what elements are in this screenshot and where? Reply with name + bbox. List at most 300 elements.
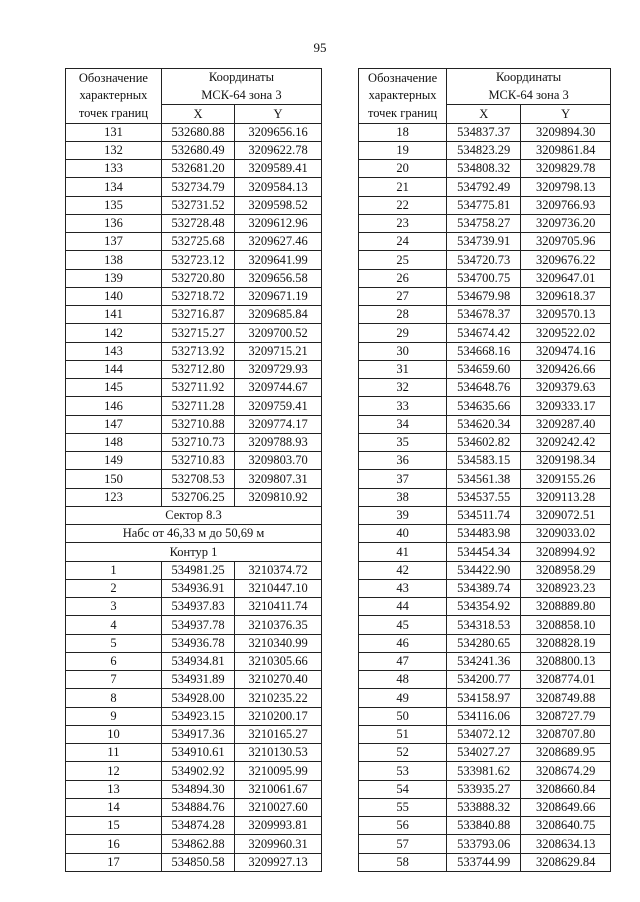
y-coordinate: 3209242.42 [521, 433, 611, 451]
designation-line-1: Обозначение [368, 70, 438, 85]
y-coordinate: 3209656.58 [235, 269, 322, 287]
x-coordinate: 534072.12 [447, 725, 521, 743]
point-number: 29 [359, 324, 447, 342]
x-coordinate: 534602.82 [447, 433, 521, 451]
y-coordinate: 3209810.92 [235, 488, 322, 506]
table-row [359, 233, 611, 251]
left-table-body [66, 69, 322, 872]
point-number: 3 [66, 598, 162, 616]
x-coordinate: 534758.27 [447, 214, 521, 232]
x-coordinate: 533744.99 [447, 853, 521, 871]
table-row [66, 269, 322, 287]
x-coordinate: 534936.91 [161, 579, 234, 597]
sector-title: Сектор 8.3 [66, 506, 322, 524]
table-row [359, 671, 611, 689]
table-row [359, 488, 611, 506]
coordinates-line-1: Координаты [208, 70, 275, 84]
y-coordinate: 3210165.27 [235, 725, 322, 743]
table-row [66, 707, 322, 725]
coordinates-header [161, 69, 321, 105]
x-coordinate: 533981.62 [447, 762, 521, 780]
table-row [359, 798, 611, 816]
point-number: 57 [359, 835, 447, 853]
y-coordinate: 3209729.93 [235, 360, 322, 378]
x-coordinate: 533840.88 [447, 817, 521, 835]
x-coordinate: 534454.34 [447, 543, 521, 561]
x-coordinate: 534981.25 [161, 561, 234, 579]
y-coordinate: 3209798.13 [521, 178, 611, 196]
y-coordinate: 3209676.22 [521, 251, 611, 269]
contour-label: Контур 1 [66, 543, 322, 561]
x-coordinate: 532731.52 [161, 196, 234, 214]
x-coordinate: 534700.75 [447, 269, 521, 287]
table-row [359, 817, 611, 835]
y-coordinate: 3209700.52 [235, 324, 322, 342]
x-coordinate: 534739.91 [447, 233, 521, 251]
table-row [359, 141, 611, 159]
y-coordinate: 3209622.78 [235, 141, 322, 159]
table-row [66, 342, 322, 360]
x-coordinate: 534620.34 [447, 415, 521, 433]
x-coordinate: 532710.88 [161, 415, 234, 433]
x-coordinate: 534678.37 [447, 306, 521, 324]
table-row [359, 707, 611, 725]
y-coordinate: 3209803.70 [235, 452, 322, 470]
y-coordinate: 3208858.10 [521, 616, 611, 634]
y-coordinate: 3209807.31 [235, 470, 322, 488]
contour-label-row [66, 543, 322, 561]
table-row [66, 123, 322, 141]
x-coordinate: 534934.81 [161, 652, 234, 670]
right-table-body [359, 69, 611, 872]
table-row [66, 470, 322, 488]
table-row [66, 379, 322, 397]
point-number: 145 [66, 379, 162, 397]
x-coordinate: 532681.20 [161, 160, 234, 178]
right-coordinates-table [358, 68, 611, 872]
y-coordinate: 3210061.67 [235, 780, 322, 798]
table-row [66, 233, 322, 251]
point-number: 13 [66, 780, 162, 798]
point-number: 20 [359, 160, 447, 178]
point-number: 55 [359, 798, 447, 816]
point-number: 56 [359, 817, 447, 835]
table-row [66, 415, 322, 433]
designation-header [359, 69, 447, 124]
y-coordinate: 3208629.84 [521, 853, 611, 871]
table-row [359, 561, 611, 579]
y-coordinate: 3209426.66 [521, 360, 611, 378]
point-number: 53 [359, 762, 447, 780]
coordinates-line-2: МСК-64 зона 3 [201, 87, 282, 102]
table-row [66, 744, 322, 762]
x-coordinate: 534808.32 [447, 160, 521, 178]
table-row [66, 360, 322, 378]
table-row [66, 634, 322, 652]
x-coordinate: 534874.28 [161, 817, 234, 835]
designation-line-2: характерных [368, 88, 437, 102]
x-coordinate: 534936.78 [161, 634, 234, 652]
y-column-header: Y [521, 105, 611, 124]
x-coordinate: 534902.92 [161, 762, 234, 780]
x-coordinate: 532720.80 [161, 269, 234, 287]
point-number: 135 [66, 196, 162, 214]
y-coordinate: 3209033.02 [521, 525, 611, 543]
point-number: 148 [66, 433, 162, 451]
table-row [66, 671, 322, 689]
y-coordinate: 3210376.35 [235, 616, 322, 634]
y-coordinate: 3210340.99 [235, 634, 322, 652]
left-coordinates-table [65, 68, 322, 872]
sector-height-range: Набс от 46,33 м до 50,69 м [66, 525, 322, 543]
table-row [66, 725, 322, 743]
point-number: 23 [359, 214, 447, 232]
table-row [66, 306, 322, 324]
point-number: 6 [66, 652, 162, 670]
x-coordinate: 532725.68 [161, 233, 234, 251]
y-coordinate: 3208660.84 [521, 780, 611, 798]
x-coordinate: 532713.92 [161, 342, 234, 360]
point-number: 8 [66, 689, 162, 707]
y-coordinate: 3210411.74 [235, 598, 322, 616]
point-number: 31 [359, 360, 447, 378]
x-coordinate: 533793.06 [447, 835, 521, 853]
y-coordinate: 3209570.13 [521, 306, 611, 324]
point-number: 58 [359, 853, 447, 871]
y-coordinate: 3209589.41 [235, 160, 322, 178]
table-row [66, 579, 322, 597]
table-row [359, 123, 611, 141]
point-number: 140 [66, 287, 162, 305]
point-number: 48 [359, 671, 447, 689]
x-coordinate: 532706.25 [161, 488, 234, 506]
y-coordinate: 3209759.41 [235, 397, 322, 415]
table-row [66, 616, 322, 634]
table-row [359, 470, 611, 488]
point-number: 43 [359, 579, 447, 597]
table-row [66, 160, 322, 178]
point-number: 22 [359, 196, 447, 214]
table-row [66, 324, 322, 342]
y-coordinate: 3208649.66 [521, 798, 611, 816]
table-row [66, 433, 322, 451]
table-row [359, 616, 611, 634]
x-coordinate: 532718.72 [161, 287, 234, 305]
point-number: 18 [359, 123, 447, 141]
x-column-header: X [447, 105, 521, 124]
point-number: 41 [359, 543, 447, 561]
x-coordinate: 534422.90 [447, 561, 521, 579]
table-row [359, 214, 611, 232]
table-row [359, 744, 611, 762]
y-coordinate: 3209656.16 [235, 123, 322, 141]
table-row [359, 306, 611, 324]
x-coordinate: 534674.42 [447, 324, 521, 342]
point-number: 27 [359, 287, 447, 305]
y-coordinate: 3209894.30 [521, 123, 611, 141]
point-number: 30 [359, 342, 447, 360]
y-coordinate: 3209960.31 [235, 835, 322, 853]
point-number: 39 [359, 506, 447, 524]
x-coordinate: 534318.53 [447, 616, 521, 634]
y-coordinate: 3209993.81 [235, 817, 322, 835]
point-number: 137 [66, 233, 162, 251]
y-coordinate: 3208923.23 [521, 579, 611, 597]
point-number: 45 [359, 616, 447, 634]
x-coordinate: 534910.61 [161, 744, 234, 762]
x-coordinate: 534483.98 [447, 525, 521, 543]
table-row [359, 689, 611, 707]
point-number: 150 [66, 470, 162, 488]
point-number: 144 [66, 360, 162, 378]
x-coordinate: 534928.00 [161, 689, 234, 707]
table-row [359, 725, 611, 743]
point-number: 17 [66, 853, 162, 871]
table-row [359, 251, 611, 269]
table-row [359, 342, 611, 360]
table-row [66, 488, 322, 506]
y-coordinate: 3210305.66 [235, 652, 322, 670]
table-row [359, 835, 611, 853]
y-coordinate: 3209861.84 [521, 141, 611, 159]
table-row [66, 141, 322, 159]
point-number: 42 [359, 561, 447, 579]
y-coordinate: 3209474.16 [521, 342, 611, 360]
x-coordinate: 534659.60 [447, 360, 521, 378]
y-coordinate: 3209155.26 [521, 470, 611, 488]
designation-line-3: точек границ [367, 105, 438, 120]
table-row [359, 415, 611, 433]
y-coordinate: 3209333.17 [521, 397, 611, 415]
y-coordinate: 3209744.67 [235, 379, 322, 397]
y-coordinate: 3209774.17 [235, 415, 322, 433]
point-number: 47 [359, 652, 447, 670]
table-row [359, 324, 611, 342]
y-coordinate: 3208828.19 [521, 634, 611, 652]
point-number: 142 [66, 324, 162, 342]
point-number: 40 [359, 525, 447, 543]
x-coordinate: 532712.80 [161, 360, 234, 378]
x-coordinate: 532680.88 [161, 123, 234, 141]
y-coordinate: 3209829.78 [521, 160, 611, 178]
point-number: 136 [66, 214, 162, 232]
y-coordinate: 3209522.02 [521, 324, 611, 342]
table-row [66, 561, 322, 579]
x-coordinate: 534668.16 [447, 342, 521, 360]
table-row [359, 634, 611, 652]
point-number: 5 [66, 634, 162, 652]
table-row [66, 452, 322, 470]
y-coordinate: 3210027.60 [235, 798, 322, 816]
x-coordinate: 532708.53 [161, 470, 234, 488]
coordinates-line-2: МСК-64 зона 3 [488, 87, 569, 102]
y-coordinate: 3210447.10 [235, 579, 322, 597]
y-coordinate: 3210200.17 [235, 707, 322, 725]
x-coordinate: 532723.12 [161, 251, 234, 269]
x-coordinate: 532711.28 [161, 397, 234, 415]
table-row [66, 853, 322, 871]
x-coordinate: 534894.30 [161, 780, 234, 798]
point-number: 4 [66, 616, 162, 634]
point-number: 36 [359, 452, 447, 470]
point-number: 131 [66, 123, 162, 141]
point-number: 7 [66, 671, 162, 689]
y-coordinate: 3208774.01 [521, 671, 611, 689]
table-row [66, 689, 322, 707]
table-row [359, 287, 611, 305]
y-coordinate: 3209379.63 [521, 379, 611, 397]
y-coordinate: 3210270.40 [235, 671, 322, 689]
point-number: 52 [359, 744, 447, 762]
table-row [359, 598, 611, 616]
y-coordinate: 3208707.80 [521, 725, 611, 743]
point-number: 10 [66, 725, 162, 743]
point-number: 24 [359, 233, 447, 251]
x-coordinate: 534937.83 [161, 598, 234, 616]
point-number: 51 [359, 725, 447, 743]
page-number: 95 [313, 40, 327, 55]
point-number: 49 [359, 689, 447, 707]
table-row [359, 360, 611, 378]
table-row [66, 762, 322, 780]
x-coordinate: 532710.73 [161, 433, 234, 451]
y-coordinate: 3209612.96 [235, 214, 322, 232]
x-coordinate: 534158.97 [447, 689, 521, 707]
y-column-header: Y [235, 105, 322, 124]
point-number: 11 [66, 744, 162, 762]
point-number: 15 [66, 817, 162, 835]
y-coordinate: 3209736.20 [521, 214, 611, 232]
table-row [359, 853, 611, 871]
point-number: 38 [359, 488, 447, 506]
table-row [359, 762, 611, 780]
table-row [359, 196, 611, 214]
point-number: 2 [66, 579, 162, 597]
x-coordinate: 534116.06 [447, 707, 521, 725]
y-coordinate: 3210235.22 [235, 689, 322, 707]
x-coordinate: 534511.74 [447, 506, 521, 524]
point-number: 149 [66, 452, 162, 470]
table-row [359, 543, 611, 561]
x-coordinate: 532710.83 [161, 452, 234, 470]
y-coordinate: 3210374.72 [235, 561, 322, 579]
table-row [359, 397, 611, 415]
table-row [66, 598, 322, 616]
designation-line-3: точек границ [78, 105, 149, 120]
y-coordinate: 3208994.92 [521, 543, 611, 561]
point-number: 138 [66, 251, 162, 269]
point-number: 33 [359, 397, 447, 415]
x-coordinate: 533888.32 [447, 798, 521, 816]
table-row [66, 397, 322, 415]
point-number: 12 [66, 762, 162, 780]
sector-title-row [66, 506, 322, 524]
x-coordinate: 534775.81 [447, 196, 521, 214]
table-row [359, 525, 611, 543]
point-number: 46 [359, 634, 447, 652]
x-coordinate: 532734.79 [161, 178, 234, 196]
y-coordinate: 3208800.13 [521, 652, 611, 670]
y-coordinate: 3208749.88 [521, 689, 611, 707]
x-coordinate: 532711.92 [161, 379, 234, 397]
y-coordinate: 3209927.13 [235, 853, 322, 871]
y-coordinate: 3209113.28 [521, 488, 611, 506]
point-number: 21 [359, 178, 447, 196]
table-row [66, 817, 322, 835]
y-coordinate: 3209766.93 [521, 196, 611, 214]
point-number: 28 [359, 306, 447, 324]
point-number: 54 [359, 780, 447, 798]
x-coordinate: 534200.77 [447, 671, 521, 689]
point-number: 132 [66, 141, 162, 159]
y-coordinate: 3210130.53 [235, 744, 322, 762]
x-coordinate: 534823.29 [447, 141, 521, 159]
x-column-header: X [161, 105, 234, 124]
point-number: 44 [359, 598, 447, 616]
x-coordinate: 532680.49 [161, 141, 234, 159]
x-coordinate: 534354.92 [447, 598, 521, 616]
y-coordinate: 3209647.01 [521, 269, 611, 287]
point-number: 133 [66, 160, 162, 178]
y-coordinate: 3209671.19 [235, 287, 322, 305]
designation-line-2: характерных [79, 88, 148, 102]
y-coordinate: 3209705.96 [521, 233, 611, 251]
y-coordinate: 3208640.75 [521, 817, 611, 835]
table-row [359, 579, 611, 597]
x-coordinate: 534583.15 [447, 452, 521, 470]
y-coordinate: 3209198.34 [521, 452, 611, 470]
y-coordinate: 3209641.99 [235, 251, 322, 269]
x-coordinate: 534917.36 [161, 725, 234, 743]
table-row [66, 251, 322, 269]
point-number: 26 [359, 269, 447, 287]
y-coordinate: 3208889.80 [521, 598, 611, 616]
point-number: 32 [359, 379, 447, 397]
table-row [66, 196, 322, 214]
table-row [359, 452, 611, 470]
point-number: 123 [66, 488, 162, 506]
y-coordinate: 3209287.40 [521, 415, 611, 433]
point-number: 19 [359, 141, 447, 159]
point-number: 139 [66, 269, 162, 287]
x-coordinate: 534635.66 [447, 397, 521, 415]
y-coordinate: 3209598.52 [235, 196, 322, 214]
point-number: 34 [359, 415, 447, 433]
designation-header [66, 69, 162, 124]
point-number: 50 [359, 707, 447, 725]
table-row [359, 506, 611, 524]
y-coordinate: 3209627.46 [235, 233, 322, 251]
table-row [66, 178, 322, 196]
x-coordinate: 534792.49 [447, 178, 521, 196]
x-coordinate: 532715.27 [161, 324, 234, 342]
table-row [359, 269, 611, 287]
coordinates-line-1: Координаты [496, 70, 562, 84]
y-coordinate: 3209685.84 [235, 306, 322, 324]
table-row [359, 379, 611, 397]
x-coordinate: 534850.58 [161, 853, 234, 871]
table-row [359, 780, 611, 798]
x-coordinate: 534923.15 [161, 707, 234, 725]
x-coordinate: 534280.65 [447, 634, 521, 652]
x-coordinate: 534837.37 [447, 123, 521, 141]
point-number: 147 [66, 415, 162, 433]
point-number: 14 [66, 798, 162, 816]
x-coordinate: 532716.87 [161, 306, 234, 324]
x-coordinate: 534862.88 [161, 835, 234, 853]
x-coordinate: 534241.36 [447, 652, 521, 670]
y-coordinate: 3208958.29 [521, 561, 611, 579]
